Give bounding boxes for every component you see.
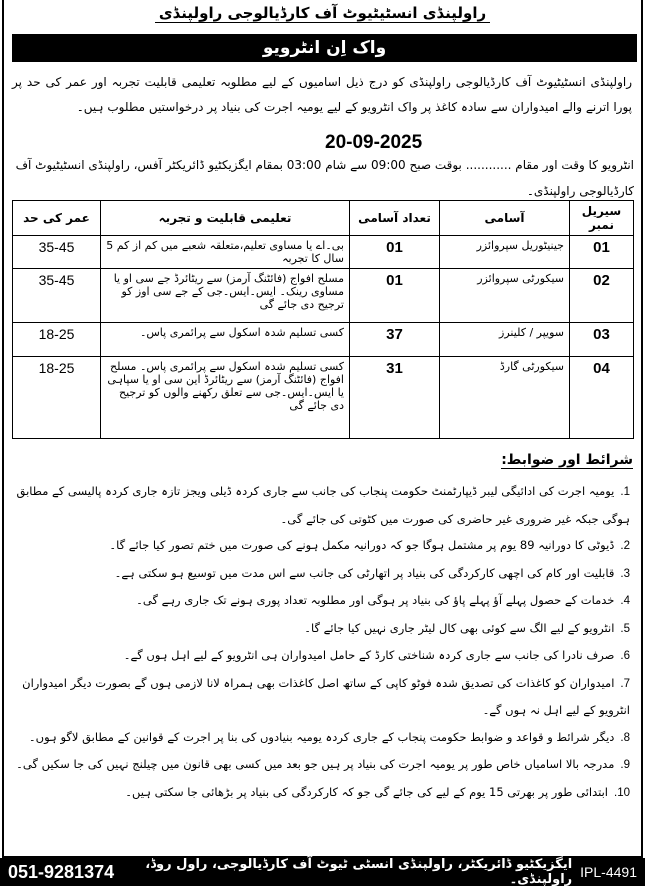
intro-paragraph: راولپنڈی انسٹیٹیوٹ آف کارڈیالوجی راولپنڈی کو درج ذیل اسامیوں کے لیے مطلوبہ تعلیمی قابلیت تجربہ اور عمر کی حد پر پورا اترنے والے امیدواران سے سادہ کاغذ پر واک انٹرویو کے لیے یومیہ اجرت کی بنیاد پر درخواستیں مطلوب ہیں۔ <box>12 75 632 114</box>
post: سیکورٹی سپروائزر <box>440 269 570 323</box>
condition-item: 10.ابتدائی طور پر بھرتی 15 یوم کے لیے کی جائے گی جو کہ کارکردگی کی بنیاد پر بڑھائی جا سکتی ہیں۔ <box>125 784 630 799</box>
table-row <box>13 323 634 357</box>
condition-item: 6.صرف نادرا کی جانب سے جاری کردہ شناختی کارڈ کے حامل امیدواران ہی انٹرویو کے لیے اہل ہوں گے۔ <box>123 648 630 662</box>
col-age: عمر کی حد <box>13 201 101 236</box>
count: 01 <box>350 236 440 269</box>
condition-item: 9.مدرجہ بالا اسامیاں خاص طور پر یومیہ اجرت کی بنیاد پر ہیں جو بعد میں کسی بھی قانون میں چیلنج نہیں کی جا سکیں گی۔ <box>16 757 630 771</box>
phone-number: 051-9281374 <box>8 861 115 882</box>
col-serial: سیریل نمبر <box>570 201 634 236</box>
table-header-row <box>13 201 634 236</box>
count: 01 <box>350 269 440 323</box>
post: جینیٹوریل سپروائزر <box>440 236 570 269</box>
qualification: کسی تسلیم شدہ اسکول سے پرائمری پاس۔ <box>101 323 350 357</box>
conditions-list <box>12 478 634 806</box>
age-limit: 35-45 <box>13 236 101 269</box>
count: 37 <box>350 323 440 357</box>
interview-date: 20-09-2025 <box>325 132 423 153</box>
post: سیکورٹی گارڈ <box>440 357 570 439</box>
interview-time-venue: انٹرویو کا وقت اور مقام ............ بوقت صبح 09:00 سے شام 03:00 بمقام ایگزیکٹیو ڈائریکٹر آفس، راولپنڈی انسٹیٹیوٹ آف کارڈیالوجی راولپنڈی۔ <box>15 158 634 198</box>
col-post: آسامی <box>440 201 570 236</box>
age-limit: 18-25 <box>13 357 101 439</box>
col-count: تعداد آسامی <box>350 201 440 236</box>
condition-item: 8.دیگر شرائط و قواعد و ضوابط حکومت پنجاب کے جاری کردہ یومیہ بنیادوں کی بنا پر اجرت کے قوانین کے مطابق لاگو ہوں۔ <box>28 729 630 744</box>
serial: 01 <box>570 236 634 269</box>
footer-bar <box>0 858 645 886</box>
serial: 03 <box>570 323 634 357</box>
condition-item: 4.خدمات کے حصول پہلے آؤ پہلے پاؤ کی بنیاد پر ہوگی اور مطلوبہ تعداد پوری ہونے تک جاری رہے گی۔ <box>136 593 630 607</box>
condition-item: 3.قابلیت اور کام کی اچھی کارکردگی کی بنیاد پر اتھارٹی کی جانب سے اس مدت میں توسیع ہو سکتی ہے۔ <box>114 565 630 580</box>
count: 31 <box>350 357 440 439</box>
table-row <box>13 357 634 439</box>
serial: 04 <box>570 357 634 439</box>
qualification: کسی تسلیم شدہ اسکول سے پرائمری پاس۔ مسلح افواج (فائٹنگ آرمز) سے ریٹائرڈ این سی او یا سپاہی یا ایس۔ایس۔جی سے تعلق رکھنے والوں کو ترجیح دی جائے گی <box>101 357 350 439</box>
table-row <box>13 236 634 269</box>
condition-item: 5.انٹرویو کے لیے الگ سے کوئی بھی کال لیٹر جاری نہیں کیا جائے گا۔ <box>304 620 630 635</box>
condition-item: 1.یومیہ اجرت کی ادائیگی لیبر ڈیپارٹمنٹ حکومت پنجاب کی جانب سے جاری کردہ ڈیلی ویجز تازہ جاری کردہ پالیسی کے مطابق ہوگی جبکہ غیر ضروری غیر حاضری کی صورت میں کٹوتی کی جائے گی۔ <box>16 484 630 526</box>
age-limit: 18-25 <box>13 323 101 357</box>
condition-item: 7.امیدواران کو کاغذات کی تصدیق شدہ فوٹو کاپی کے ساتھ اصل کاغذات بھی ہمراہ لانا لازمی ہوں گے بصورت دیگر امیدواران انٹرویو کے لیے اہل نہ ہوں گے۔ <box>22 675 630 717</box>
conditions-heading: شرائط اور ضوابط: <box>501 452 633 468</box>
qualification: بی۔اے یا مساوی تعلیم،متعلقہ شعبے میں کم از کم 5 سال کا تجربہ <box>101 236 350 269</box>
age-limit: 35-45 <box>13 269 101 323</box>
qualification: مسلح افواج (فائٹنگ آرمز) سے ریٹائرڈ جے سی او یا مساوی رینک۔ ایس۔ایس۔جی کے جے سی اوز کو ترجیح دی جائے گی <box>101 269 350 323</box>
serial: 02 <box>570 269 634 323</box>
reference-code: IPL-4491 <box>580 864 637 880</box>
vacancies-table <box>12 200 634 439</box>
address: ایگزیکٹیو ڈائریکٹر، راولپنڈی انسٹی ٹیوٹ آف کارڈیالوجی، راول روڈ، راولپنڈی۔ <box>145 857 573 887</box>
table-row <box>13 269 634 323</box>
organization-title: راولپنڈی انسٹیٹیوٹ آف کارڈیالوجی راولپنڈی <box>0 4 645 22</box>
col-qualification: تعلیمی قابلیت و تجربہ <box>101 201 350 236</box>
post: سویپر / کلینرز <box>440 323 570 357</box>
walk-in-interview-banner: واک اِن انٹرویو <box>12 34 637 62</box>
condition-item: 2.ڈیوٹی کا دورانیہ 89 یوم پر مشتمل ہوگا جو کہ دورانیہ مکمل ہونے کی صورت میں ختم تصور کیا جائے گا۔ <box>109 538 630 552</box>
